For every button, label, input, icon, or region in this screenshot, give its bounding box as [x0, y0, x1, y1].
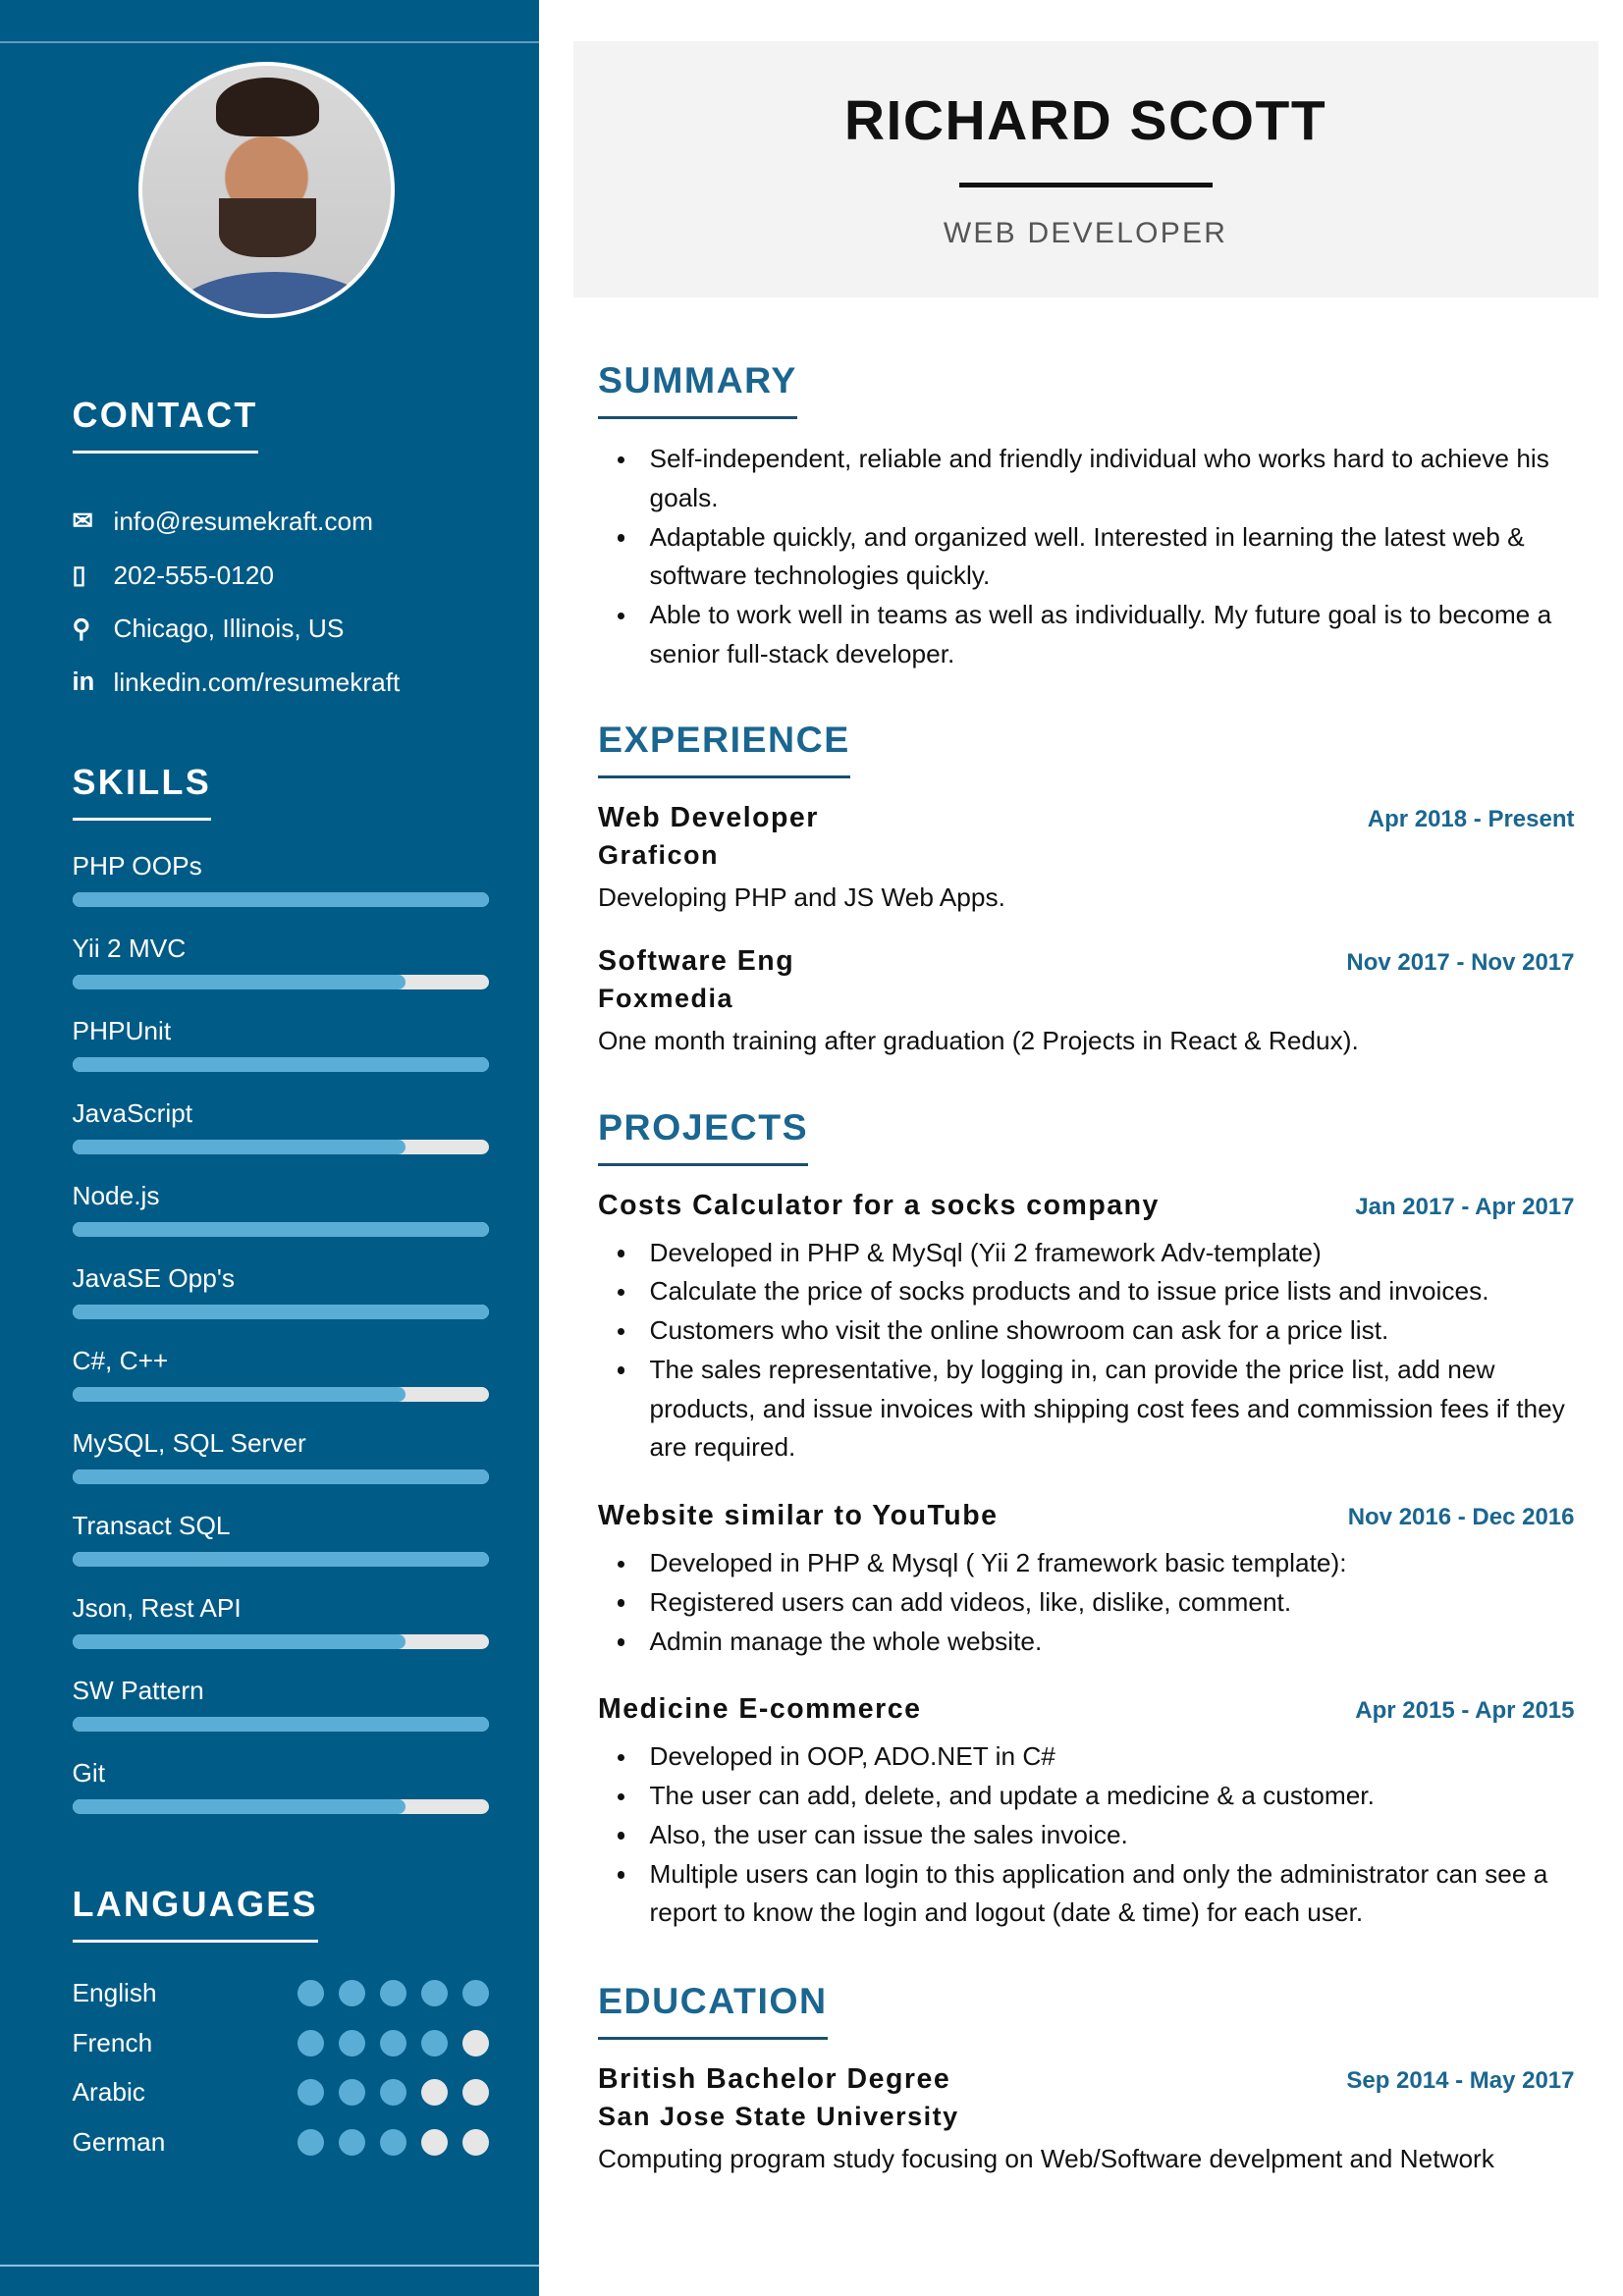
skills-list — [73, 851, 490, 1841]
language-rating — [298, 1980, 489, 2006]
rating-dot — [298, 1980, 324, 2006]
entry-date: Nov 2016 - Dec 2016 — [1347, 1504, 1575, 1530]
entry-title: Medicine E-commerce — [598, 1693, 922, 1726]
rating-dot — [421, 2129, 448, 2156]
rating-dot — [339, 2030, 365, 2056]
experience-heading: EXPERIENCE — [598, 719, 850, 778]
person-name: RICHARD SCOTT — [843, 89, 1327, 152]
rating-dot — [380, 2079, 406, 2106]
entry-date: Nov 2017 - Nov 2017 — [1346, 948, 1575, 976]
skill-label: MySQL, SQL Server — [72, 1428, 306, 1458]
skill-label: Node.js — [72, 1181, 160, 1210]
entry — [598, 1693, 1575, 1933]
entry-header — [598, 802, 1575, 834]
profile-photo — [138, 62, 395, 318]
project-bullet: Developed in PHP & MySql (Yii 2 framework Adv-template) — [598, 1234, 1575, 1273]
skill-label: Git — [72, 1758, 106, 1788]
skill-label: Yii 2 MVC — [72, 934, 187, 963]
skill-item — [73, 934, 490, 1016]
skill-item — [73, 1181, 490, 1263]
rating-dot — [462, 1980, 489, 2006]
skill-bar — [73, 1387, 490, 1402]
skill-item — [73, 1346, 490, 1428]
skill-item — [73, 851, 490, 934]
entry-description: Developing PHP and JS Web Apps. — [598, 881, 1005, 912]
entry — [598, 802, 1575, 913]
rating-dot — [462, 2129, 489, 2156]
entry-date: Apr 2018 - Present — [1367, 805, 1575, 832]
education-list — [598, 2063, 1575, 2174]
entry-date: Apr 2015 - Apr 2015 — [1355, 1697, 1575, 1725]
summary-heading: SUMMARY — [598, 359, 797, 419]
skill-item — [73, 1016, 490, 1098]
skill-bar-fill — [73, 1305, 490, 1319]
summary-bullet: Self-independent, reliable and friendly individual who works hard to achieve his goals. — [598, 440, 1575, 518]
skill-item — [73, 1511, 490, 1593]
languages-heading: LANGUAGES — [73, 1884, 318, 1943]
contact-text[interactable]: Chicago, Illinois, US — [113, 614, 345, 644]
entry — [598, 2063, 1575, 2174]
summary-list — [598, 440, 1575, 674]
skill-item — [73, 1676, 490, 1758]
project-bullet: Developed in PHP & Mysql ( Yii 2 framework basic template): — [598, 1544, 1575, 1583]
skill-bar — [73, 1469, 490, 1484]
rating-dot — [298, 2030, 324, 2056]
language-item — [73, 2068, 490, 2118]
language-rating — [298, 2030, 489, 2056]
skill-label: Transact SQL — [72, 1511, 231, 1540]
skill-bar-fill — [73, 1799, 406, 1814]
sidebar — [0, 0, 539, 2296]
rating-dot — [339, 2129, 365, 2156]
project-bullets — [598, 1234, 1575, 1468]
project-bullet: Developed in OOP, ADO.NET in C# — [598, 1737, 1575, 1777]
entry-title: Web Developer — [598, 801, 819, 833]
rating-dot — [298, 2129, 324, 2156]
rating-dot — [462, 2079, 489, 2106]
contact-heading: CONTACT — [73, 395, 258, 454]
skill-bar — [73, 1634, 490, 1649]
rating-dot — [339, 2079, 365, 2106]
skill-bar — [73, 1799, 490, 1814]
skill-bar-fill — [73, 1140, 406, 1154]
skill-label: PHP OOPs — [72, 851, 202, 881]
divider — [0, 41, 539, 43]
linkedin-icon: in — [72, 668, 95, 697]
skill-bar — [73, 1552, 490, 1567]
rating-dot — [380, 2030, 406, 2056]
skill-bar-fill — [73, 1387, 406, 1402]
skill-bar — [73, 1717, 490, 1732]
contact-text[interactable]: info@resumekraft.com — [113, 506, 373, 536]
entry-title: British Bachelor Degree — [598, 2063, 951, 2095]
skill-item — [73, 1758, 490, 1841]
rating-dot — [421, 2030, 448, 2056]
summary-bullet: Adaptable quickly, and organized well. Interested in learning the latest web & software technologies quickly. — [598, 518, 1575, 597]
entry-description: One month training after graduation (2 Projects in React & Redux). — [598, 1025, 1359, 1055]
skill-bar-fill — [73, 1057, 490, 1072]
entry-header — [598, 1693, 1575, 1726]
skill-bar-fill — [73, 1634, 406, 1649]
skill-bar — [73, 1305, 490, 1319]
project-bullet: The user can add, delete, and update a medicine & a customer. — [598, 1777, 1575, 1816]
language-item — [73, 2117, 490, 2167]
entry-header — [598, 945, 1575, 978]
project-bullets — [598, 1544, 1575, 1661]
project-bullet: Calculate the price of socks products and to issue price lists and invoices. — [598, 1272, 1575, 1311]
map-pin-icon: ⚲ — [72, 614, 91, 643]
skill-bar — [73, 1057, 490, 1072]
contact-item[interactable] — [73, 549, 401, 603]
contact-item[interactable] — [73, 603, 401, 657]
entry-date: Jan 2017 - Apr 2017 — [1355, 1193, 1575, 1220]
entry-title: Costs Calculator for a socks company — [598, 1189, 1160, 1221]
entry-subtitle: San Jose State University — [598, 2102, 959, 2131]
rating-dot — [421, 2079, 448, 2106]
entry-description: Computing program study focusing on Web/Software develpment and Network — [598, 2144, 1494, 2173]
job-title: WEB DEVELOPER — [943, 216, 1228, 249]
name-header — [573, 41, 1598, 297]
skill-label: SW Pattern — [72, 1676, 204, 1705]
phone-icon: ▯ — [72, 561, 86, 590]
entry — [598, 1190, 1575, 1468]
entry-title: Software Eng — [598, 944, 795, 977]
skill-label: C#, C++ — [72, 1346, 169, 1375]
entry-subtitle: Foxmedia — [598, 983, 734, 1013]
skill-label: JavaSE Opp's — [72, 1263, 236, 1293]
entry-subtitle: Graficon — [598, 839, 720, 870]
language-label: French — [72, 2027, 153, 2057]
divider — [0, 2265, 539, 2267]
language-rating — [298, 2129, 489, 2156]
rating-dot — [421, 1980, 448, 2006]
entry-header — [598, 2063, 1575, 2096]
skill-bar — [73, 975, 490, 989]
rating-dot — [298, 2079, 324, 2106]
project-bullet: Admin manage the whole website. — [598, 1623, 1575, 1662]
skill-bar-fill — [73, 892, 490, 907]
entry — [598, 945, 1575, 1056]
skill-bar-fill — [73, 1469, 490, 1484]
skill-item — [73, 1428, 490, 1511]
skill-bar — [73, 1140, 490, 1154]
contact-text[interactable]: linkedin.com/resumekraft — [113, 667, 401, 698]
entry-date: Sep 2014 - May 2017 — [1346, 2067, 1575, 2094]
skill-item — [73, 1593, 490, 1676]
project-bullet: Customers who visit the online showroom can ask for a price list. — [598, 1311, 1575, 1351]
skill-bar-fill — [73, 975, 406, 989]
languages-list — [73, 1969, 490, 2167]
contact-item[interactable] — [73, 495, 401, 549]
language-label: English — [72, 1978, 157, 2008]
skill-label: JavaScript — [72, 1098, 193, 1128]
rating-dot — [380, 2129, 406, 2156]
entry-header — [598, 1500, 1575, 1532]
project-bullet: Registered users can add videos, like, dislike, comment. — [598, 1583, 1575, 1623]
language-rating — [298, 2079, 489, 2106]
language-label: Arabic — [72, 2077, 145, 2108]
contact-list — [73, 495, 401, 710]
entry — [598, 1500, 1575, 1661]
entry-title: Website similar to YouTube — [598, 1500, 999, 1531]
skill-bar — [73, 1222, 490, 1237]
projects-list — [598, 1190, 1575, 1934]
rating-dot — [462, 2030, 489, 2056]
skill-bar — [73, 892, 490, 907]
skill-item — [73, 1263, 490, 1346]
skill-bar-fill — [73, 1222, 490, 1237]
rating-dot — [339, 1980, 365, 2006]
education-heading: EDUCATION — [598, 1980, 828, 2040]
envelope-icon: ✉ — [72, 507, 93, 536]
project-bullets — [598, 1737, 1575, 1933]
skill-bar-fill — [73, 1552, 490, 1567]
language-item — [73, 2018, 490, 2068]
experience-list — [598, 802, 1575, 1056]
skills-heading: SKILLS — [73, 762, 212, 821]
main-content — [598, 359, 1575, 2174]
skill-label: PHPUnit — [72, 1016, 172, 1045]
rating-dot — [380, 1980, 406, 2006]
contact-item[interactable] — [73, 656, 401, 710]
summary-bullet: Able to work well in teams as well as individually. My future goal is to become a senior full-stack developer. — [598, 596, 1575, 674]
skill-item — [73, 1098, 490, 1181]
skill-bar-fill — [73, 1717, 490, 1732]
project-bullet: Also, the user can issue the sales invoice. — [598, 1816, 1575, 1855]
language-item — [73, 1969, 490, 2019]
contact-text[interactable]: 202-555-0120 — [113, 560, 274, 590]
project-bullet: Multiple users can login to this application and only the administrator can see a report to know the login and logout (date & time) for each user. — [598, 1855, 1575, 1934]
entry-header — [598, 1190, 1575, 1222]
skill-label: Json, Rest API — [72, 1593, 242, 1623]
language-label: German — [72, 2126, 166, 2157]
divider — [959, 183, 1213, 187]
projects-heading: PROJECTS — [598, 1106, 808, 1166]
project-bullet: The sales representative, by logging in, can provide the price list, add new products, and issue invoices with shipping cost fees and commission fees if they are required. — [598, 1351, 1575, 1468]
